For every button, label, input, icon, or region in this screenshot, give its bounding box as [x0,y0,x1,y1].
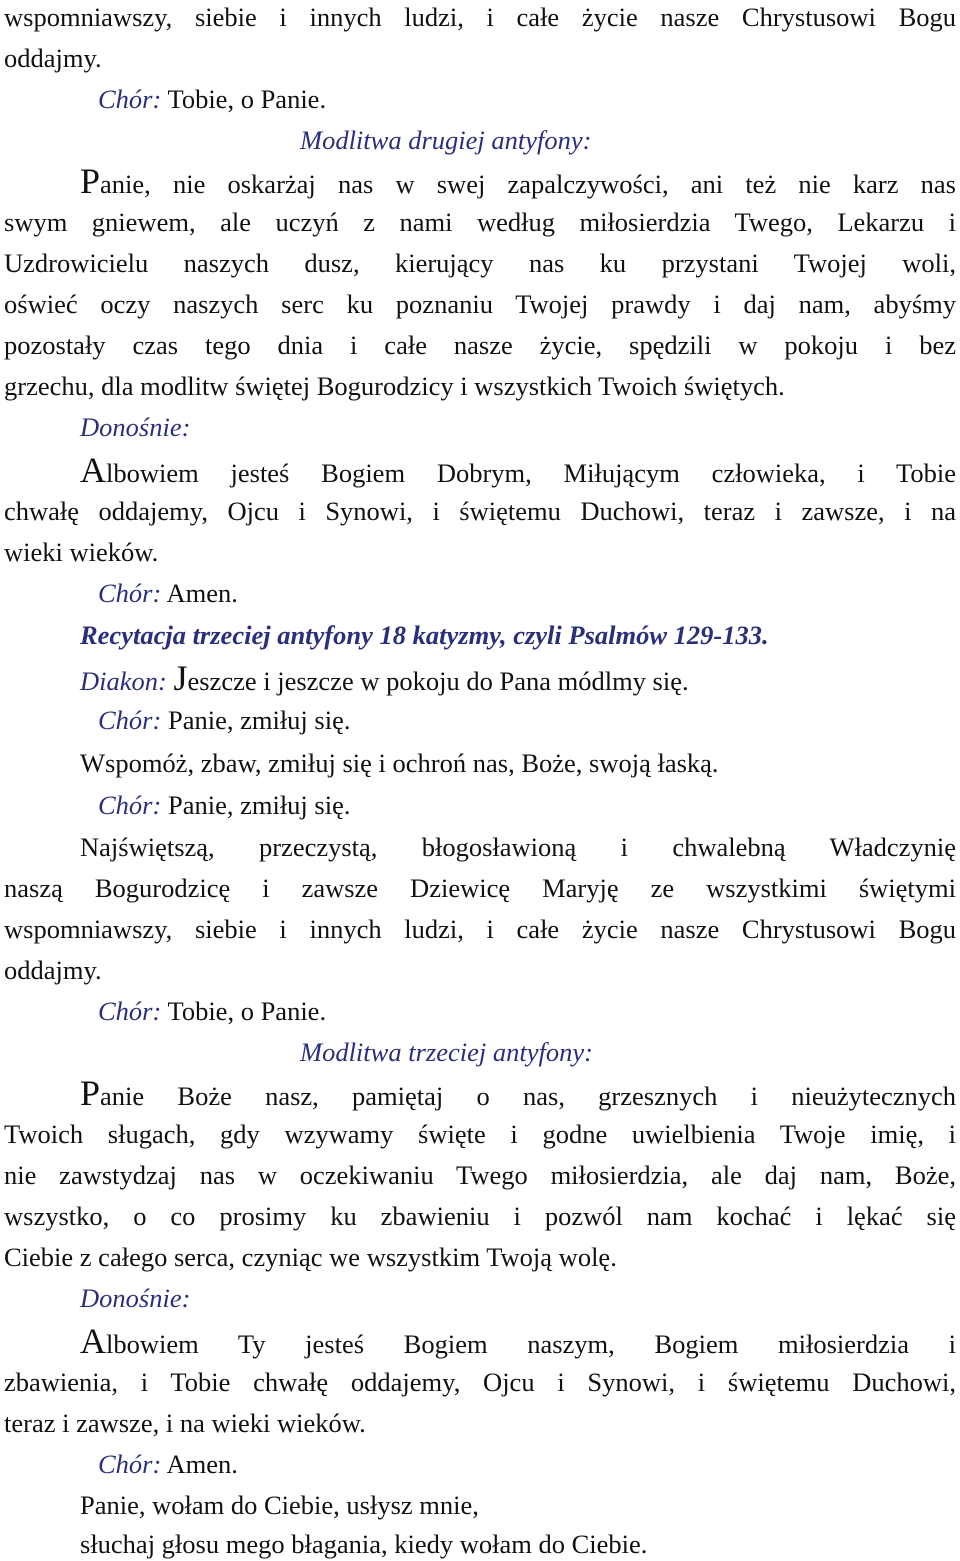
prayer-first-line [80,161,956,201]
text-run: anie, nie oskarżaj nas w swej zapalczywości, ani też nie karz nas [100,169,956,199]
chor-response: Amen. [166,1449,238,1479]
section-heading: Modlitwa trzeciej antyfony: [300,1037,593,1067]
drop-cap: A [80,450,106,490]
text-line: grzechu, dla modlitw świętej Bogurodzicy i wszystkich Twoich świętych. [4,371,785,401]
text-line: Twoich sługach, gdy wzywamy święte i godne uwielbienia Twoje imię, i [4,1119,956,1149]
text-line: Wspomóż, zbaw, zmiłuj się i ochroń nas, Boże, swoją łaską. [80,748,719,778]
prayer-first-line [80,1073,956,1113]
chor-response: Amen. [166,578,238,608]
section-heading: Recytacja trzeciej antyfony 18 katyzmy, czyli Psalmów 129-133. [80,620,769,650]
text-line: oddajmy. [4,955,102,985]
chor-label: Chór: [98,996,162,1026]
text-line: wszystko, o co prosimy ku zbawieniu i pozwól nam kochać i lękać się [4,1201,956,1231]
text-line: Ciebie z całego serca, czyniąc we wszystkim Twoją wolę. [4,1242,617,1272]
text-line: Uzdrowicielu naszych dusz, kierujący nas ku przystani Twojej woli, [4,248,956,278]
text-run: anie Boże nasz, pamiętaj o nas, grzesznych i nieużytecznych [100,1081,956,1111]
drop-cap: J [173,658,188,698]
text-line: zbawienia, i Tobie chwałę oddajemy, Ojcu i Synowi, i świętemu Duchowi, [4,1367,956,1397]
chor-label: Chór: [98,578,162,608]
text-line: wspomniawszy, siebie i innych ludzi, i całe życie nasze Chrystusowi Bogu [4,2,956,32]
drop-cap: P [80,161,101,201]
chor-response: Tobie, o Panie. [167,996,327,1026]
text-line: Najświętszą, przeczystą, błogosławioną i chwalebną Władczynię [80,832,956,862]
chor-response: Tobie, o Panie. [167,84,327,114]
psalm-line: Panie, wołam do Ciebie, usłysz mnie, [80,1490,479,1520]
chor-line [98,578,956,608]
chor-label: Chór: [98,790,162,820]
chor-label: Chór: [98,84,162,114]
psalm-line: słuchaj głosu mego błagania, kiedy wołam do Ciebie. [80,1529,648,1559]
text-line: wieki wieków. [4,537,159,567]
diakon-label: Diakon: [80,666,167,696]
diakon-line [80,658,956,698]
donosnie-label: Donośnie: [80,412,191,442]
text-line: oświeć oczy naszych serc ku poznaniu Twojej prawdy i daj nam, abyśmy [4,289,956,319]
text-line: chwałę oddajemy, Ojcu i Synowi, i świętemu Duchowi, teraz i zawsze, i na [4,496,956,526]
ekphonesis-first-line [80,1321,956,1361]
drop-cap: P [80,1073,101,1113]
text-line: swym gniewem, ale uczyń z nami według miłosierdzia Twego, Lekarzu i [4,207,956,237]
chor-label: Chór: [98,705,162,735]
text-line: naszą Bogurodzicę i zawsze Dziewicę Maryję ze wszystkimi świętymi [4,873,956,903]
ekphonesis-first-line [80,450,956,490]
chor-line [98,996,956,1026]
text-line: oddajmy. [4,43,102,73]
chor-label: Chór: [98,1449,162,1479]
text-run: eszcze i jeszcze w pokoju do Pana módlmy się. [187,666,689,696]
text-line: teraz i zawsze, i na wieki wieków. [4,1408,366,1438]
chor-line [98,790,956,820]
donosnie-label: Donośnie: [80,1283,191,1313]
text-run: lbowiem jesteś Bogiem Dobrym, Miłującym człowieka, i Tobie [106,458,956,488]
text-line: pozostały czas tego dnia i całe nasze życie, spędzili w pokoju i bez [4,330,956,360]
drop-cap: A [80,1321,106,1361]
chor-line [98,1449,956,1479]
chor-line [98,84,956,114]
text-run: lbowiem Ty jesteś Bogiem naszym, Bogiem miłosierdzia i [106,1329,956,1359]
text-line: nie zawstydzaj nas w oczekiwaniu Twego miłosierdzia, ale daj nam, Boże, [4,1160,956,1190]
chor-response: Panie, zmiłuj się. [167,705,351,735]
chor-response: Panie, zmiłuj się. [167,790,351,820]
chor-line [98,705,956,735]
section-heading: Modlitwa drugiej antyfony: [300,125,592,155]
text-line: wspomniawszy, siebie i innych ludzi, i całe życie nasze Chrystusowi Bogu [4,914,956,944]
